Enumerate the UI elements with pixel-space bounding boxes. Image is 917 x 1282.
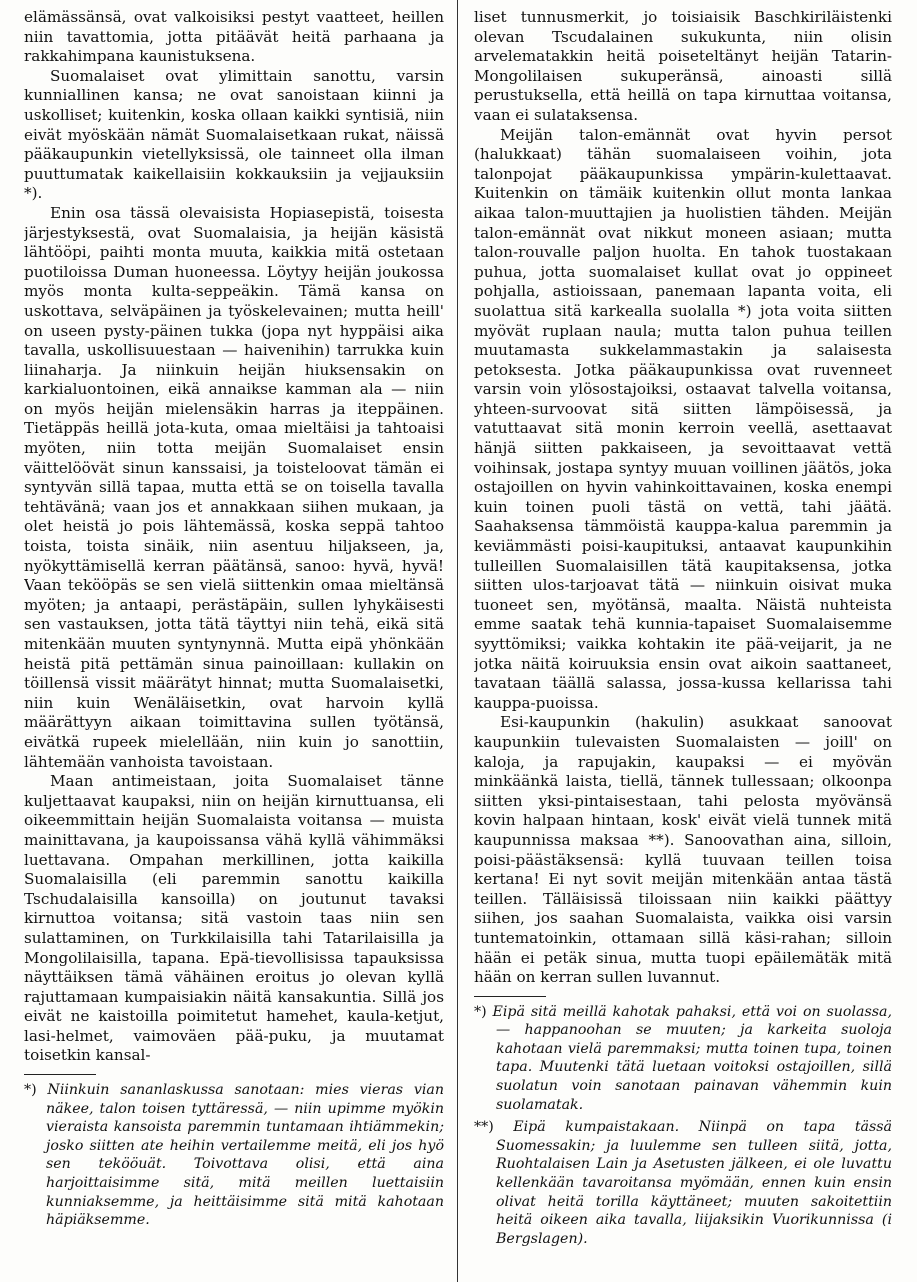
right-paragraph-2: Meijän talon-emännät ovat hyvin persot (halukkaat) tähän suomalaiseen voihin, jota talonpojat pääkaupunkissa ympärin-kulettaavat. Kuitenkin on tämäik kuitenkin ollut monta lankaa aikaa talon-muuttajien ja huolistien tähden. Meijän talon-emännät ovat nikkut moneen asiaan; mutta talon-rouvalle paljon huolta. En tahok tuostakaan puhua, jotta suomalaiset kullat ovat jo oppineet pohjalla, astioissaan, panemaan lapanta voita, eli suolattua sitä karkealla suolalla *) jota voita siitten myövät ruplaan naula; mutta talon puhua teillen muutamasta sukkelammastakin ja salaisesta petoksesta. Jotka pääkaupunkissa ovat ruvenneet varsin voin ylösostajoiksi, ostaavat talvella voitansa, yhteen-survoovat sitä siitten lämpöisessä, ja vatuttaavat sitä monin kerroin veellä, asettaavat hänjä siitten pakkaiseen, ja sevoittaavat vettä voihinsak, jostapa syntyy muuan voillinen jäätös, joka ostajoillen on hyvin vahinkoittavainen, koska enempi kuin toinen puoli tästä on vettä, tahi jäätä. Saahaksensa tämmöistä kauppa-kalua paremmin ja keviämmästi poisi-kaupituksi, antaavat kaupunkihin tulleillen Suomalaisillen tätä kaupitaksensa, jotka siitten ulos-tarjoavat tätä — niinkuin oisivat muka tuoneet sen, myötänsä, maalta. Näistä nuhteista emme saatak tehä kunnia-tapaiset Suomalaisemme syyttömiksi; vaikka kohtakin ite pää-veijarit, ja ne jotka näitä koiruuksia ensin ovat aikoin saattaneet, tavataan täällä salassa, jossa-kussa kellarissa tahi kauppa-puoissa.: [474, 125, 892, 712]
column-divider: [457, 0, 458, 1282]
right-paragraph-3: Esi-kaupunkin (hakulin) asukkaat sanoovat kaupunkiin tulevaisten Suomalaisten — joill' on kaloja, ja rapujakin, kaupaksi — ei myövän minkäänkä laista, tiellä, tännek tullessaan; olkoonpa siitten yksi-pintaisestaan, tahi pelosta myövänsä kovin halpaan hintaan, kosk' eivät vielä tunnek mitä kaupunnissa maksaa **). Sanoovathan aina, silloin, poisi-päästäksensä: kyllä tuuvaan teillen toisa kertana! Ei nyt sovit meijän mitenkään antaa tästä teillen. Tälläisissä tiloissaan niin kaikki päättyy siihen, jos saahan Suomalaista, vaikka oisi varsin tuntematoinkin, ottamaan sillä käsi-rahan; silloin hään ei petäk sinua, mutta tuopi epäilemätäk mitä hään on kerran sullen luvannut.: [474, 713, 892, 987]
left-paragraph-4: Maan antimeistaan, joita Suomalaiset tänne kuljettaavat kaupaksi, niin on heijän kirnuttuansa, eli oikeemmittain heijän Suomalaista voitansa — muista mainittavana, ja kaupoissansa vähä kyllä vähimmäksi luettavana. Ompahan merkillinen, jotta kaikilla Suomalaisilla (eli paremmin sanottu kaikilla Tschudalaisilla kansoilla) on joutunut tavaksi kirnuttoa voitansa; sitä vastoin taas niin sen sulattaminen, on Turkkilaisilla tahi Tatarilaisilla ja Mongolilaisilla, tapana. Epä-tievollisissa tapauksissa näyttäiksen tämä vähäinen eroitus jo olevan kyllä rajuttamaan kumpaisiakin näitä kansakuntia. Sillä jos eivät ne kaistoilla poimitetut hamehet, kaula-ketjut, lasi-helmet, vaimoväen pää-puku, ja muutamat toisetkin kansal-: [24, 772, 444, 1065]
footnote-divider: [474, 996, 546, 997]
left-paragraph-2: Suomalaiset ovat ylimittain sanottu, varsin kunniallinen kansa; ne ovat sanoistaan kiinni ja uskolliset; kuitenkin, koska ollaan kaikki syntisiä, niin eivät myöskään nämät Suomalaisetkaan rukat, näissä pääkaupunkin vietellyksissä, ole tainneet olla ilman puuttumatak kaikellaisiin kokkauksiin ja vejjauksiin *).: [24, 66, 444, 203]
left-paragraph-3: Enin osa tässä olevaisista Hopiasepistä, toisesta järjestyksestä, ovat Suomalaisia, ja heijän käsistä lähtööpi, paihti monta muuta, kaikkia mitä ostetaan puotiloissa Duman huoneessa. Löytyy heijän joukossa myös monta kulta-seppeäkin. Tämä kansa on uskottava, selväpäinen ja työskelevainen; mutta heill' on useen pysty-päinen tukka (jopa nyt hyppäisi aika tavalla, uskollisuuestaan — haivenihin) tarrukka kuin liinaharja. Ja niinkuin heijän hiuksensakin on karkialuontoinen, eikä annaikse kamman ala — niin on myös heijän mielensäkin harras ja iteppäinen. Tietäppäs heillä jota-kuta, omaa mieltäisi ja tahtoaisi myöten, niin totta meijän Suomalaiset ensin väittelöövät sinun kanssaisi, ja toisteloovat tämän ei syntyvän sillä tapaa, mutta että se on toisella tavalla tehtävänä; vaan jos et annakkaan siihen mukaan, ja olet heistä jo pois lähtemässä, koska seppä tahtoo toista, toista sinäik, niin asentuu hiljakseen, ja, nyökyttämisellä kerran päätänsä, sanoo: hyvä, hyvä! Vaan tekööpäs se sen vielä siittenkin omaa mieltänsä myöten; ja antaapi, perästäpäin, sullen lyhykäisesti sen vastauksen, jotta tätä täyttyi niin tehä, eikä sitä mitenkään muuten syntynynnä. Mutta eipä yhönkään heistä pitä pettämän sinua painoillaan: kullakin on töillensä vissit määrätyt hinnat; mutta Suomalaisetki, niin kuin Wenäläisetkin, ovat harvoin kyllä määrättyyn aikaan toimittavina sullen työtänsä, eivätkä rupeek mielellään, niin kuin jo sanottiin, lähtemään vanhoista tavoistaan.: [24, 203, 444, 771]
right-footnote-2: [474, 1118, 892, 1248]
right-column: [474, 8, 892, 1274]
footnote-text: Eipä sitä meillä kahotak pahaksi, että voi on suolassa, — happanoohan se muuten; ja karkeita suoloja kahotaan vielä paremmaksi; mutta toinen tupa, toinen tapa. Muutenki tätä luetaan voitoksi ostajoillen, sillä suolatun voin sanotaan painavan vähemmin kuin suolamatak.: [492, 1003, 892, 1113]
footnote-marker: **): [474, 1119, 494, 1136]
left-footnote-1: [24, 1081, 444, 1230]
footnote-text: Niinkuin sananlaskussa sanotaan: mies vieras vian näkee, talon toisen tyttäressä, — niin upimme myökin vieraista kansoista paremmin tuntamaan ihtiämmekin; josko siitten ate heihin vertailemme meitä, eli jos hyö sen tekööuät. Toivottava olisi, että aina harjoittaisimme sitä, mitä meillen luettaisiin kunniaksemme, ja heittäisimme sitä mitä kahotaan häpiäksemme.: [46, 1082, 444, 1229]
footnote-divider: [24, 1074, 96, 1075]
left-paragraph-1: elämässänsä, ovat valkoisiksi pestyt vaatteet, heillen niin tavattomia, jotta pitäävät heitä parhaana ja rakkahimpana kaunistuksena.: [24, 8, 444, 66]
left-column: [24, 8, 444, 1274]
footnote-text: Eipä kumpaistakaan. Niinpä on tapa tässä Suomessakin; ja luulemme sen tulleen siitä, jotta, Ruohtalaisen Lain ja Asetusten jälkeen, ei ole luvattu kellenkään tavaroitansa myömään, ennen kuin ensin olivat heitä torilla käyttäneet; muuten sakoitettiin heitä oikeen aika tavalla, liijaksikin Vuorikunnissa (i Bergslagen).: [496, 1119, 892, 1247]
footnote-marker: *): [474, 1003, 487, 1020]
right-paragraph-1: liset tunnusmerkit, jo toisiaisik Baschkiriläistenki olevan Tscudalainen sukukunta, niin olisin arvelematakkin heitä poiseteltänyt heijän Tatarin-Mongolilaisen sukuperänsä, ainoasti sillä perustuksella, että heillä on tapa kirnuttaa voitansa, vaan ei sulataksensa.: [474, 8, 892, 124]
right-footnote-1: [474, 1003, 892, 1115]
footnote-marker: *): [24, 1082, 37, 1099]
